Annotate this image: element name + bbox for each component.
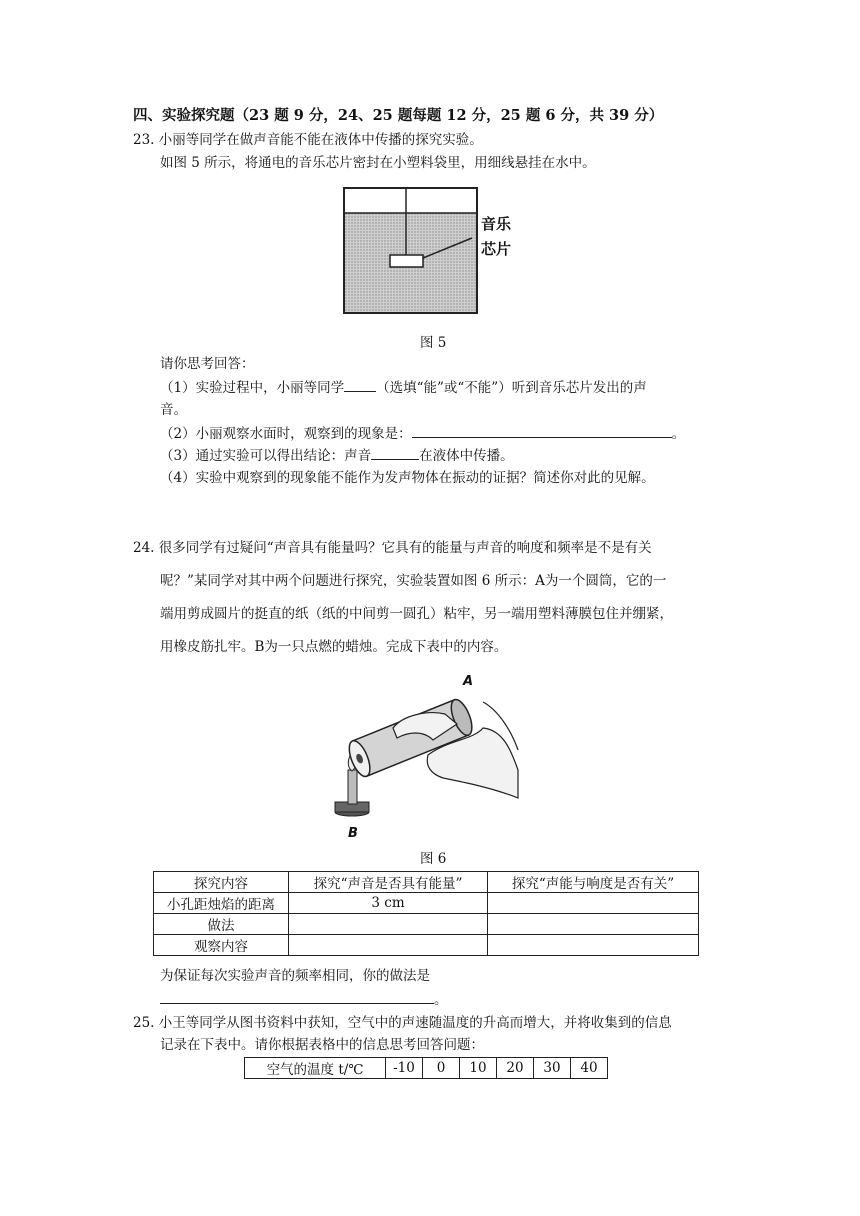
table-cell[interactable] (488, 935, 699, 956)
candle-body (348, 770, 357, 804)
q24-after-1: 为保证每次实验声音的频率相同，你的做法是 (160, 968, 430, 984)
q24-line-4: 用橡皮筋扎牢。B为一只点燃的蜡烛。完成下表中的内容。 (160, 639, 508, 655)
q25-table (244, 1057, 608, 1079)
q23-part-1-text-b: （选填“能”或“不能”）听到音乐芯片发出的声 (376, 380, 647, 396)
table-row (154, 935, 699, 956)
q25-line-2: 记录在下表中。请你根据表格中的信息思考回答问题： (160, 1037, 484, 1053)
q23-part-2-text-b: 。 (671, 426, 686, 442)
q23-blank-1[interactable] (344, 378, 376, 392)
table-row (154, 914, 699, 935)
label-a: A (463, 674, 474, 689)
table-header: 探究“声能与响度是否有关” (488, 872, 699, 893)
table-cell[interactable] (488, 893, 699, 914)
q23-part-1-text-a: （1）实验过程中，小丽等同学 (160, 380, 345, 396)
table-cell: 0 (423, 1058, 460, 1079)
figure-5-caption: 图 5 (420, 335, 447, 351)
q23-prompt: 请你思考回答： (160, 356, 255, 372)
q23-part-4: （4）实验中观察到的现象能不能作为发声物体在振动的证据？简述你对此的见解。 (160, 470, 655, 486)
q24-after-2-period: 。 (434, 992, 448, 1008)
table-cell: 小孔距烛焰的距离 (154, 893, 289, 914)
table-cell: 40 (571, 1058, 608, 1079)
q23-part-1-cont: 音。 (160, 402, 187, 418)
table-cell[interactable] (289, 935, 488, 956)
table-cell: -10 (386, 1058, 423, 1079)
q24-after-2 (160, 990, 448, 1009)
table-header-row (154, 872, 699, 893)
q24-table (153, 871, 699, 956)
table-row (245, 1058, 608, 1079)
table-cell: 10 (460, 1058, 497, 1079)
table-cell[interactable] (289, 914, 488, 935)
figure-5-label-1: 音乐 (481, 215, 512, 233)
q23-blank-2[interactable] (412, 424, 672, 438)
table-cell: 30 (534, 1058, 571, 1079)
table-cell: 3 cm (289, 893, 488, 914)
q23-part-3-text-b: 在液体中传播。 (419, 448, 514, 464)
q24-line-3: 端用剪成圆片的挺直的纸（纸的中间剪一圆孔）粘牢，另一端用塑料薄膜包住并绷紧， (160, 606, 673, 622)
figure-5 (330, 183, 540, 318)
q25-line-1: 25. 小王等同学从图书资料中获知，空气中的声速随温度的升高而增大，并将收集到的信息 (133, 1015, 672, 1031)
q24-line-2: 呢？”某同学对其中两个问题进行探究，实验装置如图 6 所示：A为一个圆筒，它的一 (160, 573, 667, 589)
q23-part-3-text-a: （3）通过实验可以得出结论：声音 (160, 448, 372, 464)
q24-line-1: 24. 很多同学有过疑问“声音具有能量吗？它具有的能量与声音的响度和频率是不是有关 (133, 540, 652, 556)
q23-part-2-text-a: （2）小丽观察水面时，观察到的现象是： (160, 426, 412, 442)
q23-blank-3[interactable] (371, 446, 419, 460)
q23-line-1: 23. 小丽等同学在做声音能不能在液体中传播的探究实验。 (133, 132, 483, 148)
table-cell: 20 (497, 1058, 534, 1079)
q23-part-3 (160, 446, 514, 465)
figure-6-caption: 图 6 (420, 851, 447, 867)
figure-5-label-2: 芯片 (481, 240, 512, 258)
section-title: 四、实验探究题（23 题 9 分，24、25 题每题 12 分，25 题 6 分，共 39 分） (133, 107, 664, 124)
table-header: 探究内容 (154, 872, 289, 893)
q23-part-2 (160, 424, 685, 443)
table-row (154, 893, 699, 914)
q23-line-2: 如图 5 所示，将通电的音乐芯片密封在小塑料袋里，用细线悬挂在水中。 (160, 155, 596, 171)
table-cell: 做法 (154, 914, 289, 935)
q23-part-1 (160, 378, 647, 397)
label-b: B (348, 826, 358, 841)
q24-blank-frequency[interactable] (160, 990, 434, 1004)
table-cell[interactable] (488, 914, 699, 935)
table-cell: 观察内容 (154, 935, 289, 956)
figure-6 (333, 670, 523, 845)
music-chip (390, 255, 423, 267)
table-header: 探究“声音是否具有能量” (289, 872, 488, 893)
table-cell: 空气的温度 t/℃ (245, 1058, 386, 1079)
